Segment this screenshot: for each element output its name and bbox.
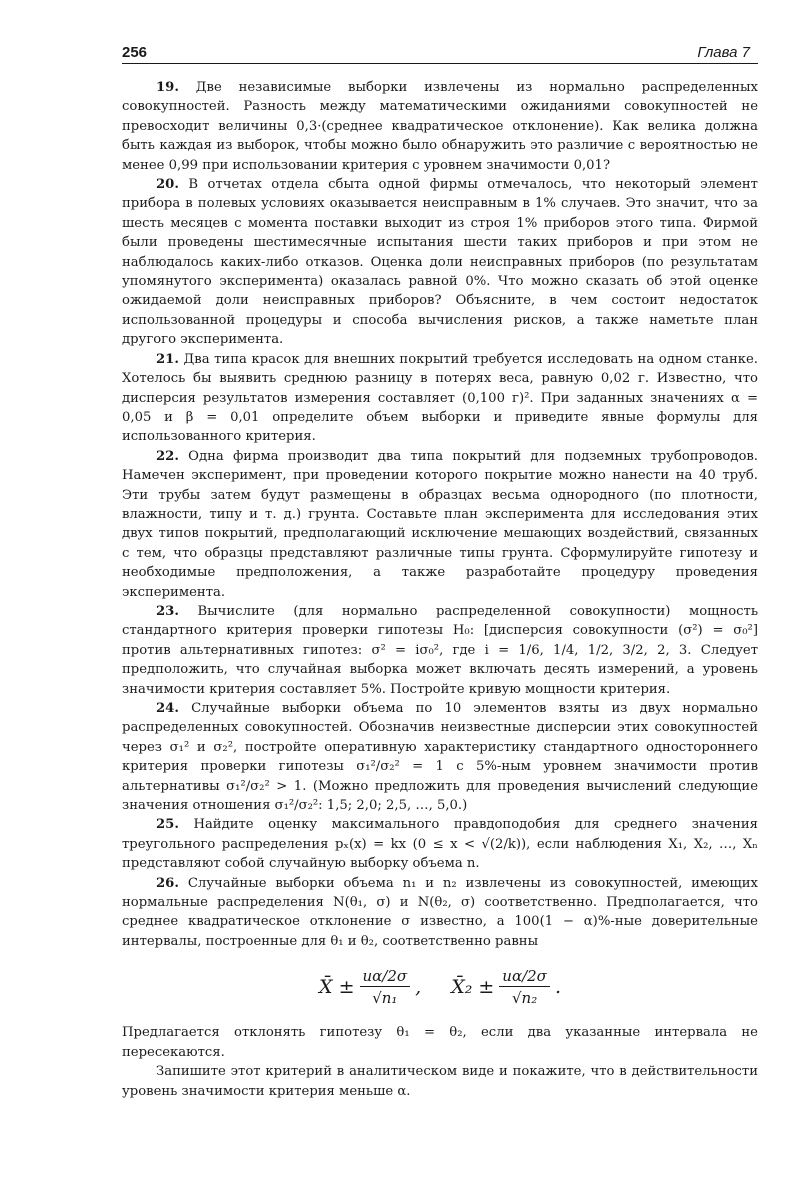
problem-text: Случайные выборки объема по 10 элементов взяты из двух нормально распределенных совокупностей. Обозначив неизвестные дисперсии этих совокупностей через σ₁² и σ₂², постройте оперативную характеристику стандартного одностороннего критерия проверки гипотезы σ₁²/σ₂² = 1 с 5%-ным уровнем значимости против альтернативы σ₁²/σ₂² > 1. (Можно предложить для проведения вычислений следующие значения отношения σ₁²/σ₂²: 1,5; 2,0; 2,5, …, 5,0.) [122,701,759,814]
formula-right-denominator: √n₂ [512,989,538,1008]
problem-20 [122,175,758,350]
formula-right-fraction [499,967,550,1007]
formula-left-var: X̄ ± [319,976,355,999]
formula-left-fraction [360,967,411,1007]
problem-text: В отчетах отдела сбыта одной фирмы отмечалось, что некоторый элемент прибора в полевых условиях оказывается неисправным в 1% случаев. Это значит, что за шесть месяцев с момента поставки выходит из строя 1% приборов этого типа. Фирмой были проведены шестимесячные испытания шести таких приборов и при этом не наблюдалось каких-либо отказов. Оценка доли неисправных приборов (по результатам упомянутого эксперимента) оказалась равной 0%. Что можно сказать об этой оценке ожидаемой доли неисправных приборов? Объясните, в чем состоит недостаток использованной процедуры и способа вычисления рисков, а также наметьте план другого эксперимента. [122,177,758,348]
problem-number: 20. [156,177,179,193]
problem-text: Два типа красок для внешних покрытий требуется исследовать на одном станке. Хотелось бы выявить среднюю разницу в потерях веса, равную 0,02 г. Известно, что дисперсия результатов измерения составляет (0,100 г)². При заданных значениях α = 0,05 и β = 0,01 определите объем выборки и приведите явные формулы для использованного критерия. [122,351,758,445]
formula-left [319,967,421,1007]
problem-23 [122,602,758,699]
page-number: 256 [122,44,148,61]
problem-text: Две независимые выборки извлечены из нормально распределенных совокупностей. Разность между математическими ожиданиями совокупностей не превосходит величины 0,3·(среднее квадратическое отклонение). Как велика должна быть каждая из выборок, чтобы можно было обнаружить это различие с вероятностью не менее 0,99 при использовании критерия с уровнем значимости 0,01? [122,80,758,173]
problem-22 [122,447,758,602]
problem-text: Найдите оценку максимального правдоподобия для среднего значения треугольного распределения pₓ(x) = kx (0 ≤ x < √(2/k)), если наблюдения X₁, X₂, …, Xₙ представляют собой случайную выборку объема n. [122,817,758,872]
formula-left-numerator: uα/2σ [360,967,411,987]
problem-24 [122,699,758,815]
closing-paragraph-2: Запишите этот критерий в аналитическом виде и покажите, что в действительности уровень значимости критерия меньше α. [122,1064,758,1099]
formula-right-numerator: uα/2σ [499,967,550,987]
problem-text: Случайные выборки объема n₁ и n₂ извлечены из совокупностей, имеющих нормальные распределения N(θ₁, σ) и N(θ₂, σ) соответственно. Предполагается, что среднее квадратическое отклонение σ известно, а 100(1 − α)%-ные доверительные интервалы, построенные для θ₁ и θ₂, соответственно равны [122,875,758,949]
problem-number: 24. [156,701,179,716]
problem-number: 19. [156,80,179,95]
problem-number: 21. [156,351,179,367]
formula-separator: , [415,976,422,999]
problem-number: 26. [156,875,179,891]
formula-right-var: X̄₂ ± [451,976,495,999]
problem-number: 25. [156,817,179,833]
problem-number: 23. [156,603,179,619]
problem-21 [122,350,758,447]
formula-right [451,967,561,1007]
problem-text: Одна фирма производит два типа покрытий для подземных трубопроводов. Намечен эксперимент, при проведении которого покрытие можно нанести на 40 труб. Эти трубы затем будут размещены в образцах весьма однородного (по плотности, влажности, типу и т. д.) грунта. Составьте план эксперимента для исследования этих двух типов покрытий, предполагающий исключение мешающих воздействий, связанных с тем, что образцы представляют различные типы грунта. Сформулируйте гипотезу и необходимые предположения, а также разработайте процедуру проведения эксперимента. [122,448,758,600]
problem-number: 22. [156,448,179,464]
problem-19 [122,78,758,175]
formula-left-denominator: √n₁ [372,989,398,1008]
confidence-interval-formula [122,967,758,1007]
problem-26 [122,874,758,952]
page-header [122,44,758,64]
closing-text [122,1023,758,1101]
running-head: Глава 7 [697,44,750,61]
problem-text: Вычислите (для нормально распределенной совокупности) мощность стандартного критерия проверки гипотезы H₀: [дисперсия совокупности (σ²) = σ₀²] против альтернативных гипотез: σ² = iσ₀², где i = 1/6, 1/4, 1/2, 3/2, 2, 3. Следует предположить, что случайная выборка может включать десять измерений, а уровень значимости критерия составляет 5%. Постройте кривую мощности критерия. [122,603,758,697]
closing-paragraph-1: Предлагается отклонять гипотезу θ₁ = θ₂, если два указанные интервала не пересекаются. [122,1025,758,1060]
problem-25 [122,815,758,873]
formula-end: . [554,976,561,999]
